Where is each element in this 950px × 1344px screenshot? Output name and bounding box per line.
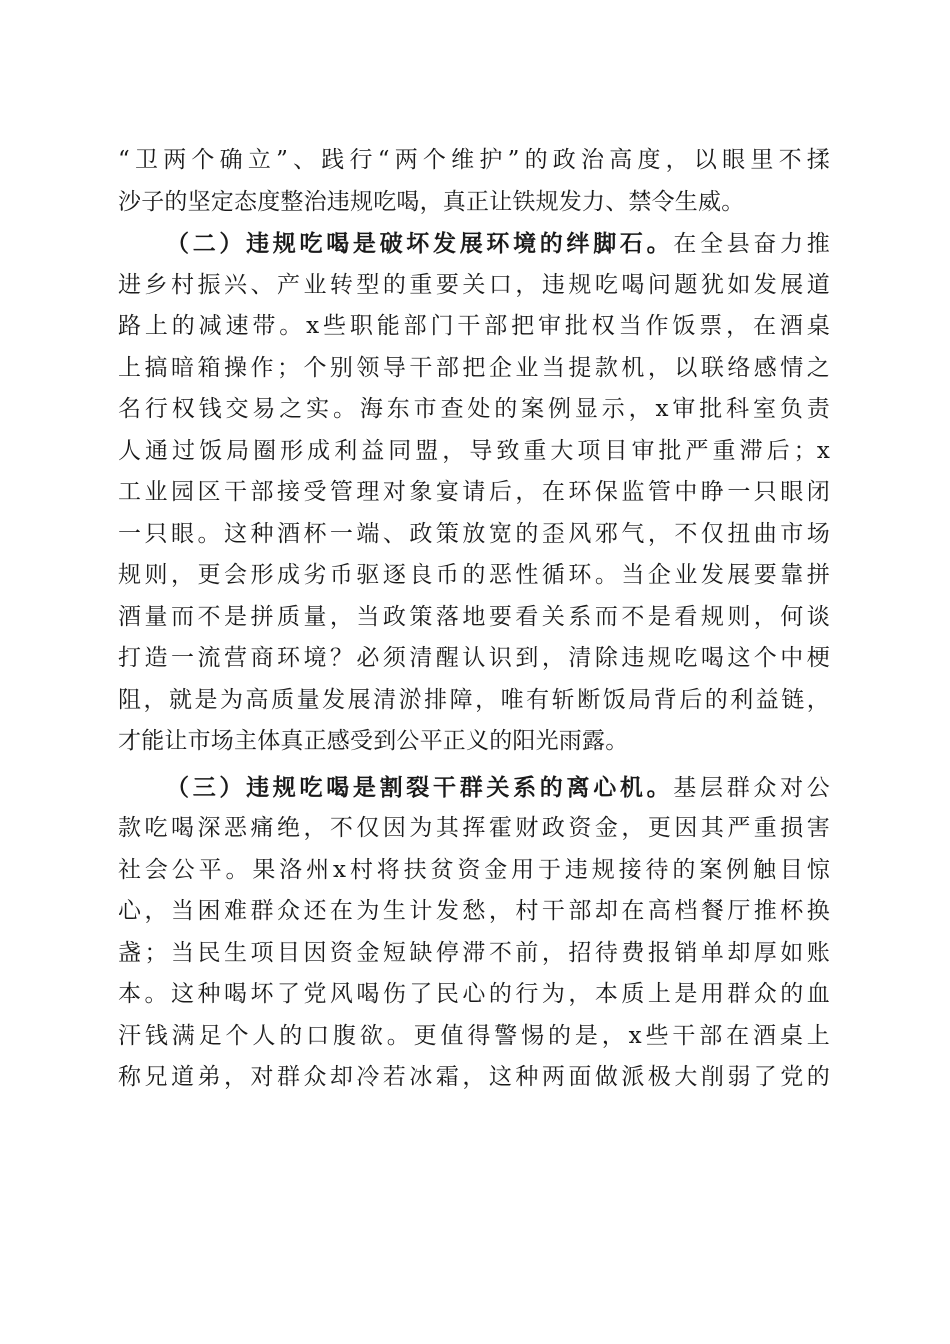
text-line: 一只眼。这种酒杯一端、政策放宽的歪风邪气，不仅扭曲市场 [118,520,830,547]
paragraph-1 [118,140,830,223]
text-run: 基层群众对公 [673,774,830,801]
text-line: 打造一流营商环境？必须清醒认识到，清除违规吃喝这个中梗 [118,645,830,671]
text-line: 社会公平。果洛州x村将扶贫资金用于违规接待的案例触目惊 [118,856,830,883]
text-line: 名行权钱交易之实。海东市查处的案例显示，x审批科室负责 [118,396,830,422]
text-line [118,767,830,809]
text-line: 进乡村振兴、产业转型的重要关口，违规吃喝问题犹如发展道 [118,271,830,298]
text-line: 款吃喝深恶痛绝，不仅因为其挥霍财政资金，更因其严重损害 [118,815,830,841]
document-page [118,140,830,1099]
text-line: 称兄道弟，对群众却冷若冰霜，这种两面做派极大削弱了党的 [118,1064,830,1090]
text-line: 本。这种喝坏了党风喝伤了民心的行为，本质上是用群众的血 [118,981,830,1007]
paragraph-3 [118,767,830,1099]
text-line: “卫两个确立”、践行“两个维护”的政治高度，以眼里不揉 [118,147,830,173]
text-line: 工业园区干部接受管理对象宴请后，在环保监管中睁一只眼闭 [118,479,830,505]
text-line: 汗钱满足个人的口腹欲。更值得警惕的是，x些干部在酒桌上 [118,1022,830,1049]
text-run: 在全县奋力推 [673,231,830,257]
text-line: 酒量而不是拼质量，当政策落地要看关系而不是看规则，何谈 [118,603,830,630]
text-line: 心，当困难群众还在为生计发愁，村干部却在高档餐厅推杯换 [118,898,830,924]
text-line: 才能让市场主体真正感受到公平正义的阳光雨露。 [118,728,629,754]
text-line: 阻，就是为高质量发展清淤排障，唯有斩断饭局背后的利益链， [118,686,830,713]
text-line: 盏；当民生项目因资金短缺停滞不前，招待费报销单却厚如账 [118,939,830,966]
paragraph-2 [118,223,830,763]
text-line [118,223,830,265]
text-line: 人通过饭局圈形成利益同盟，导致重大项目审批严重滞后；x [118,437,830,464]
text-line: 上搞暗箱操作；个别领导干部把企业当提款机，以联络感情之 [118,354,830,381]
paragraph-heading: （三）违规吃喝是割裂干群关系的离心机。 [166,773,674,801]
text-line: 沙子的坚定态度整治违规吃喝，真正让铁规发力、禁令生威。 [118,188,745,215]
text-line: 路上的减速带。x些职能部门干部把审批权当作饭票，在酒桌 [118,313,830,339]
paragraph-heading: （二）违规吃喝是破坏发展环境的绊脚石。 [166,230,674,257]
text-line: 规则，更会形成劣币驱逐良币的恶性循环。当企业发展要靠拼 [118,562,830,588]
